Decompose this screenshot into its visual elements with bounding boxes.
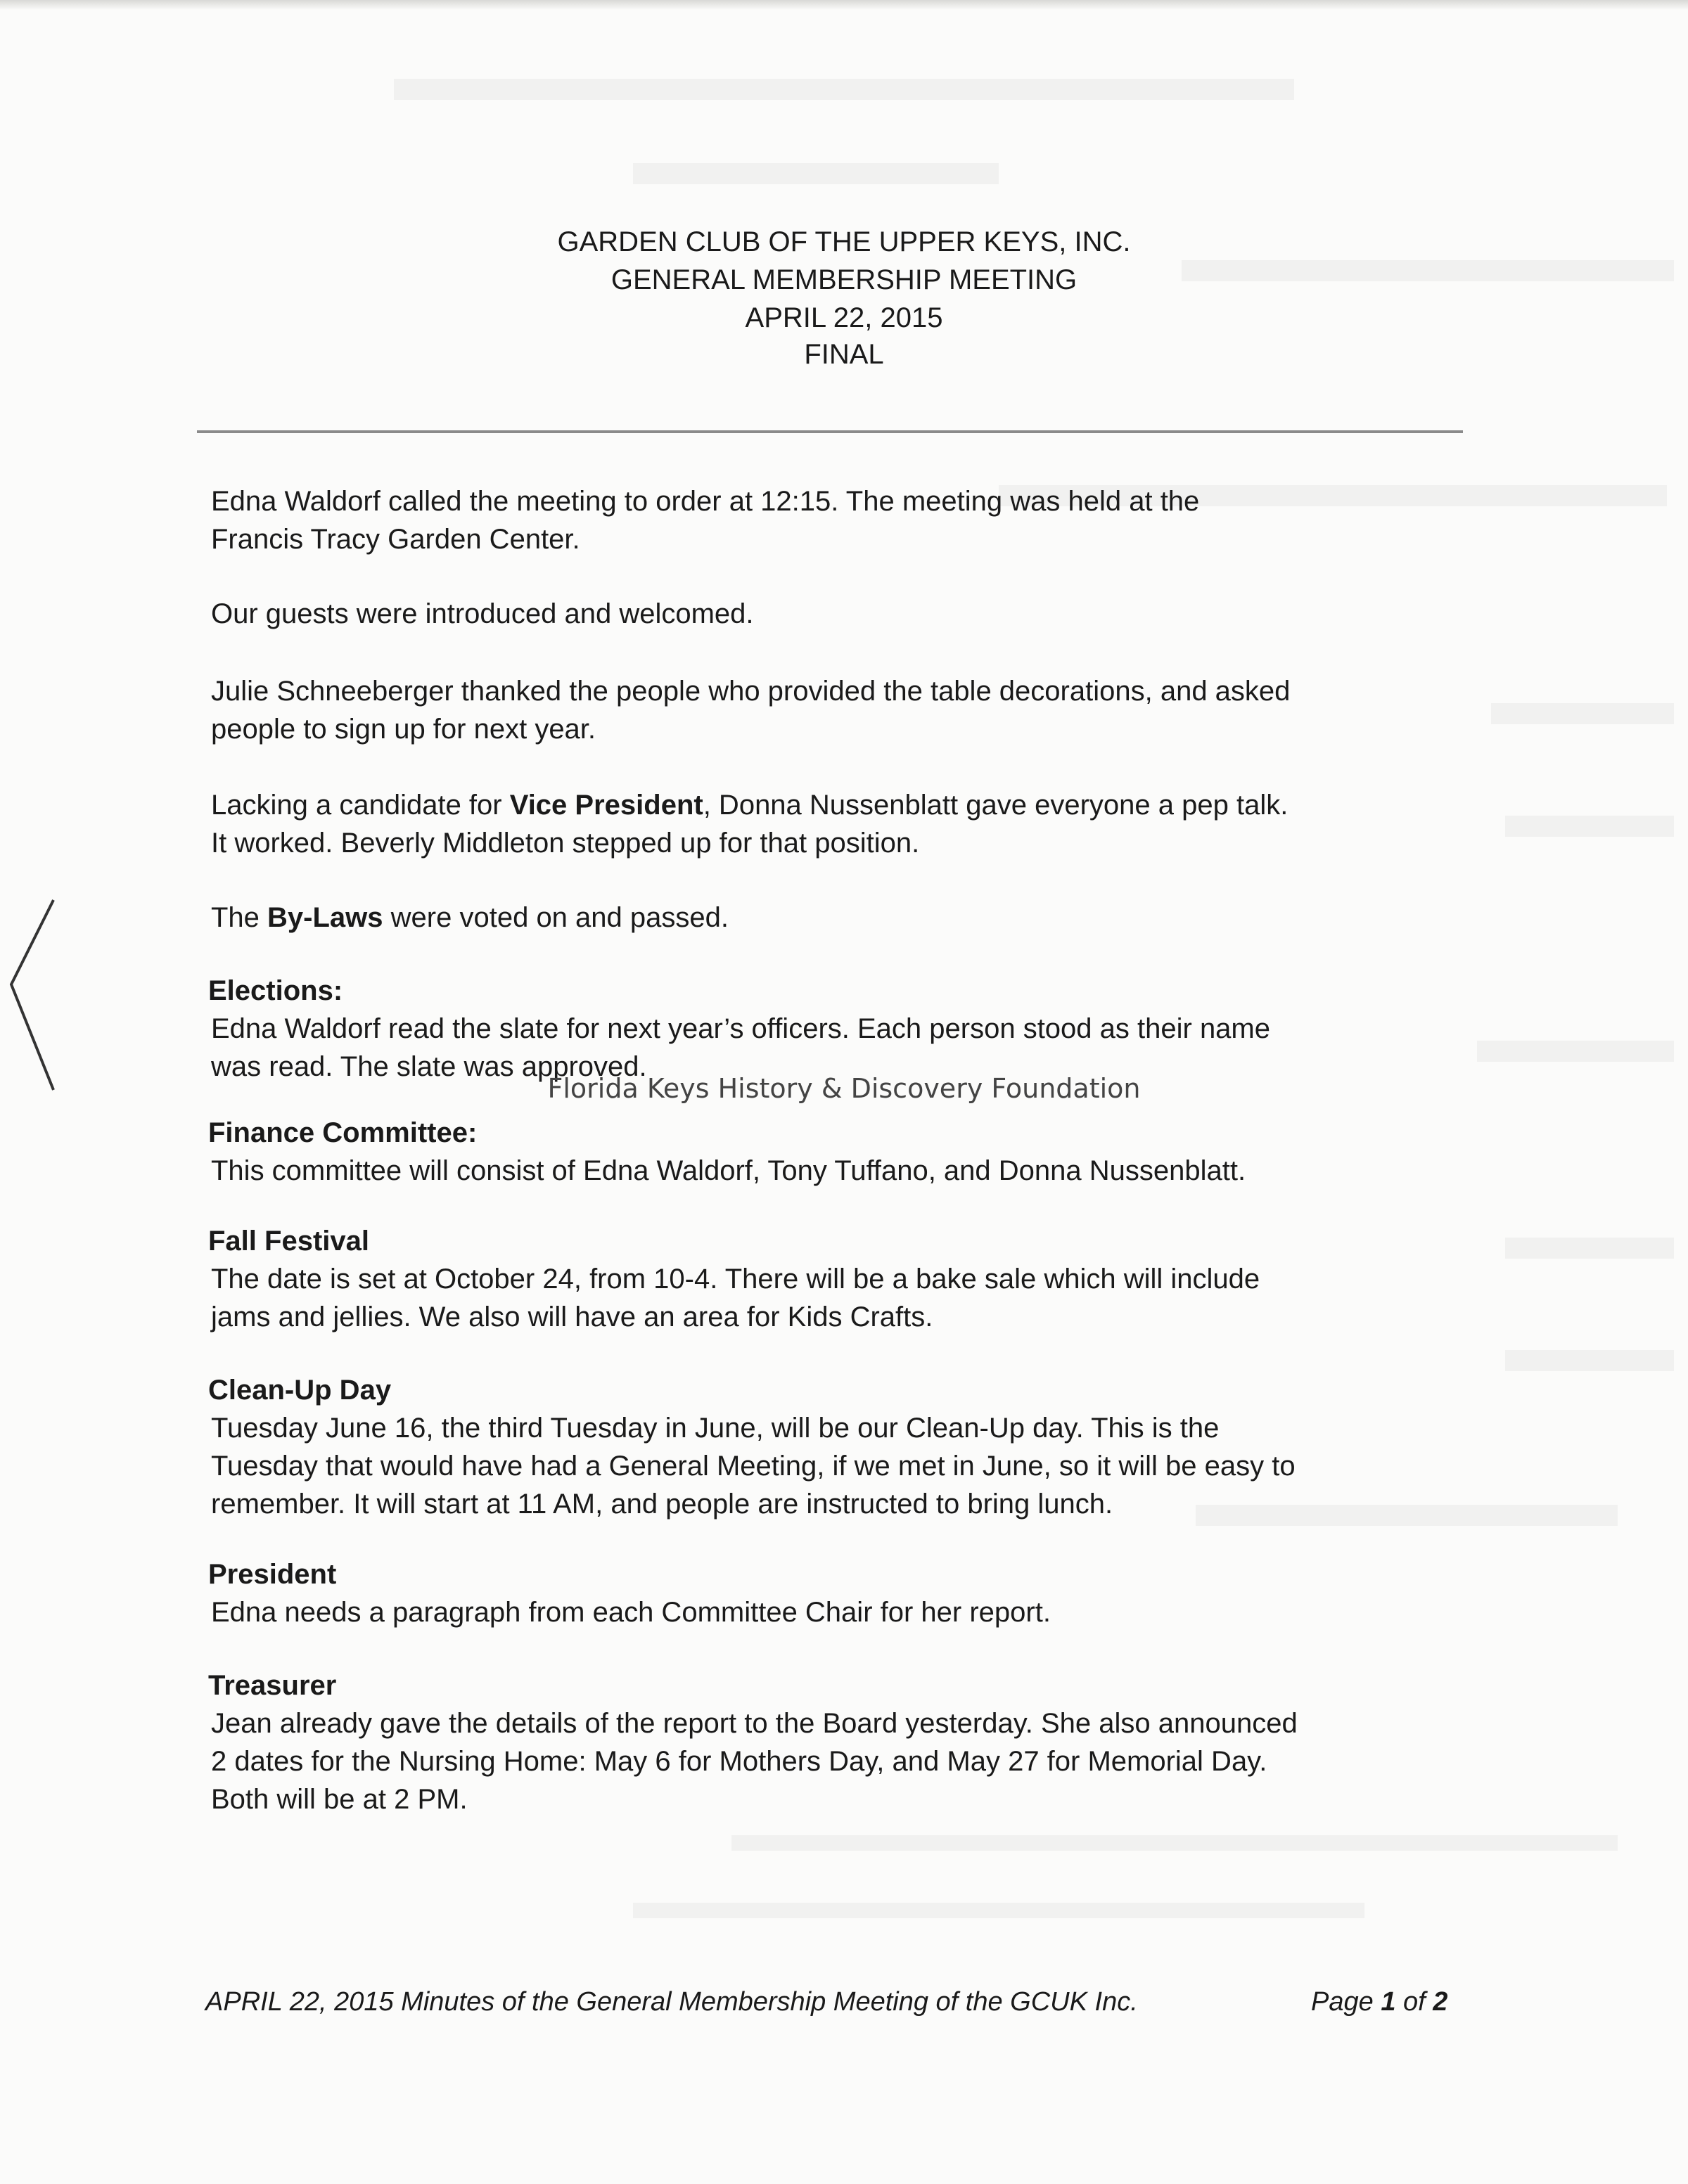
treasurer-paragraph [211,1704,1491,1818]
footer-caption: APRIL 22, 2015 Minutes of the General Membership Meeting of the GCUK Inc. [205,1987,1138,2017]
watermark: Florida Keys History & Discovery Foundation [547,1073,1141,1104]
by-laws-paragraph [211,899,1491,937]
elections-heading: Elections: [208,975,343,1006]
decorations-line-2: people to sign up for next year. [211,714,596,745]
president-heading: President [208,1559,337,1590]
page-number [1311,1987,1447,2017]
vice-president-line-2: It worked. Beverly Middleton stepped up for that position. [211,828,920,859]
page-mid: of [1395,1987,1433,2017]
vice-president-line-1 [211,786,1491,824]
cleanup-line-3: remember. It will start at 11 AM, and people are instructed to bring lunch. [211,1489,1113,1520]
call-to-order-line-1: Edna Waldorf called the meeting to order at 12:15. The meeting was held at the [211,486,1200,517]
meeting-date: APRIL 22, 2015 [745,302,943,333]
vice-president-line-1-post: , Donna Nussenblatt gave everyone a pep talk. [703,790,1289,821]
president-paragraph: Edna needs a paragraph from each Committee Chair for her report. [211,1597,1051,1628]
cleanup-paragraph [211,1409,1491,1523]
by-laws-pre: The [211,902,268,933]
fall-festival-line-2: jams and jellies. We also will have an area for Kids Crafts. [211,1302,933,1332]
header-divider [197,430,1463,433]
treasurer-line-1: Jean already gave the details of the report to the Board yesterday. She also announced [211,1708,1298,1739]
org-name: GARDEN CLUB OF THE UPPER KEYS, INC. [557,226,1131,257]
finance-heading: Finance Committee: [208,1117,478,1148]
fall-festival-line-1: The date is set at October 24, from 10-4. There will be a bake sale which will include [211,1264,1260,1295]
vice-president-paragraph [211,786,1491,862]
fall-festival-paragraph [211,1260,1491,1336]
cleanup-line-1: Tuesday June 16, the third Tuesday in June, will be our Clean-Up day. This is the [211,1413,1220,1444]
guests-paragraph: Our guests were introduced and welcomed. [211,598,754,629]
decorations-paragraph [211,672,1491,748]
cleanup-heading: Clean-Up Day [208,1375,392,1406]
by-laws-term: By-Laws [267,902,383,933]
page-total: 2 [1433,1987,1448,2017]
fall-festival-heading: Fall Festival [208,1226,369,1257]
page-top-edge [0,0,1688,10]
finance-paragraph: This committee will consist of Edna Waldorf, Tony Tuffano, and Donna Nussenblatt. [211,1155,1246,1186]
elections-line-2: was read. The slate was approved. [211,1051,647,1082]
by-laws-post: were voted on and passed. [383,902,729,933]
vice-president-term: Vice President [509,790,703,821]
call-to-order-paragraph [211,482,1491,558]
decorations-line-1: Julie Schneeberger thanked the people who provided the table decorations, and asked [211,676,1291,707]
cleanup-line-2: Tuesday that would have had a General Meeting, if we met in June, so it will be easy to [211,1451,1296,1482]
elections-line-1: Edna Waldorf read the slate for next year’s officers. Each person stood as their name [211,1013,1270,1044]
page-prefix: Page [1311,1987,1381,2017]
treasurer-line-3: Both will be at 2 PM. [211,1784,468,1815]
treasurer-line-2: 2 dates for the Nursing Home: May 6 for Mothers Day, and May 27 for Memorial Day. [211,1746,1267,1777]
status-label: FINAL [804,339,884,370]
bracket-mark [4,893,60,1097]
page-current: 1 [1381,1987,1396,2017]
vice-president-line-1-pre: Lacking a candidate for [211,790,510,821]
treasurer-heading: Treasurer [208,1670,337,1701]
call-to-order-line-2: Francis Tracy Garden Center. [211,524,580,555]
document-title: GENERAL MEMBERSHIP MEETING [610,264,1078,295]
